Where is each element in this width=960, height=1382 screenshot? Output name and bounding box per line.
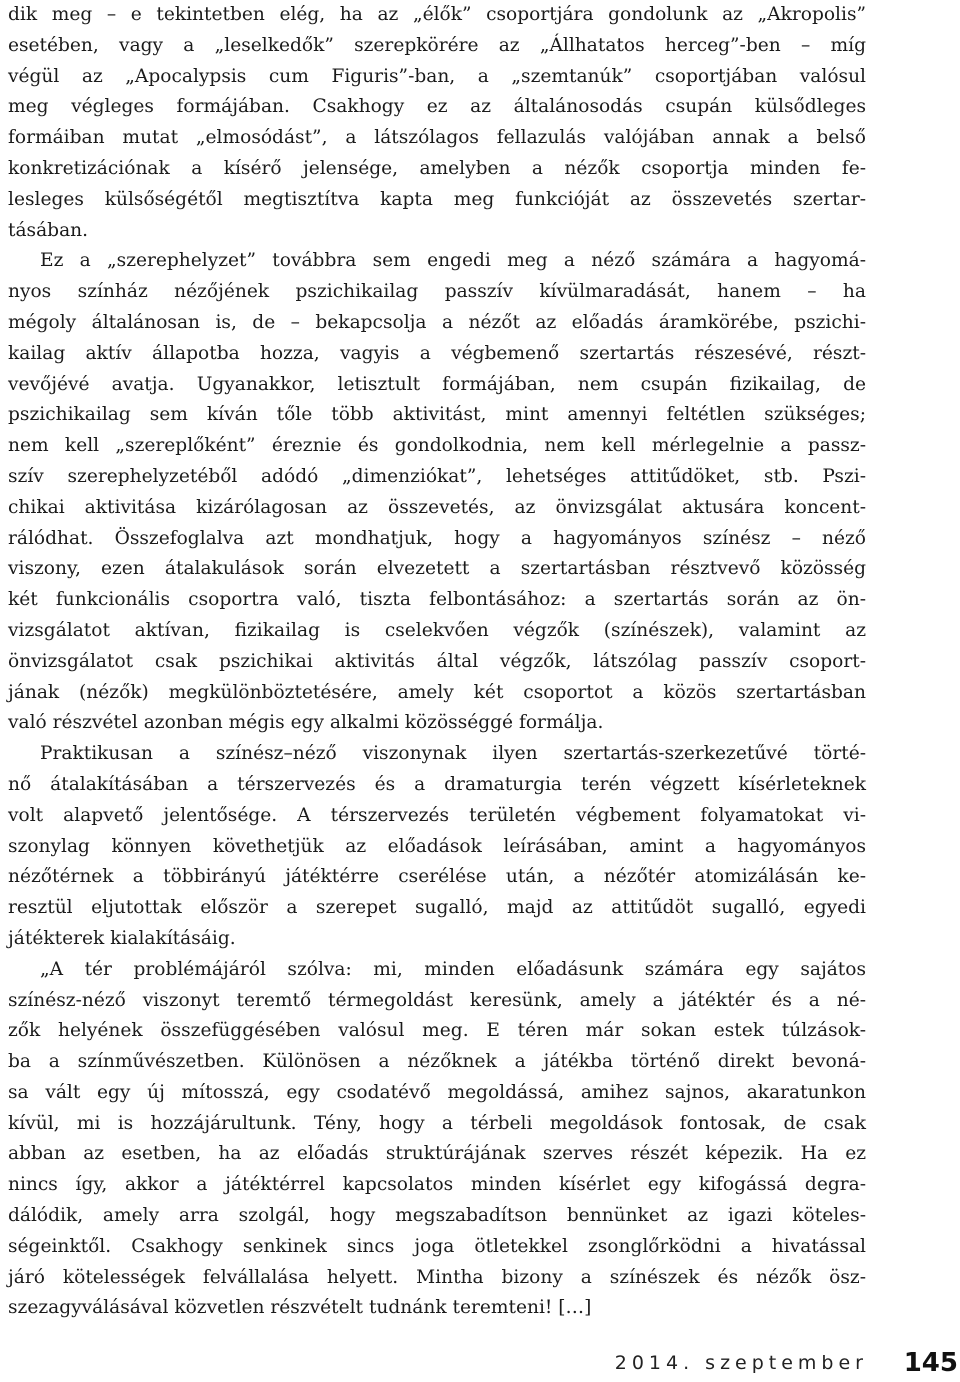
text-line: játékterek kialakításáig. [8,927,236,949]
text-line: chikai aktivitása kizárólagosan az összevetés, az önvizsgálat aktusára koncent- [8,496,866,518]
text-line: resztül eljutottak először a szerepet sugalló, majd az attitűdöt sugalló, egyedi [8,897,866,919]
text-line: nő átalakításában a térszervezés és a dramaturgia terén végzett kísérleteknek [8,773,866,795]
text-line: meg végleges formájában. Csakhogy ez az általánosodás csupán külsődleges [8,96,866,118]
text-line: nem kell „szereplőként” éreznie és gondolkodnia, nem kell mérlegelnie a passz- [8,435,866,457]
text-line: vizsgálatot aktívan, fizikailag is cselekvően végzők (színészek), valamint az [8,619,866,641]
text-line: kívül, mi is hozzájárultunk. Tény, hogy a térbeli megoldások fontosak, de csak [8,1112,866,1134]
text-line: abban az esetben, ha az előadás struktúrájának szerves részét képezik. Ha ez [8,1143,866,1165]
text-line: volt alapvető jelentősége. A térszervezés területén végbement folyamatokat vi- [8,804,866,826]
text-line: vevőjévé avatja. Ugyanakkor, letisztult formájában, nem csupán fizikailag, de [8,373,866,395]
text-line: nézőtérnek a többirányú játéktérre cserélése után, a nézőtér atomizálásán ke- [8,866,866,888]
text-line: nincs így, akkor a játéktérrel kapcsolatos minden kísérlet egy kifogássá degra- [8,1174,866,1196]
text-line: való részvétel azonban mégis egy alkalmi közösséggé formálja. [8,712,604,734]
text-line: formáiban mutat „elmosódást”, a látszólagos fellazulás valójában annak a belső [8,127,866,149]
text-line: „A tér problémájáról szólva: mi, minden előadásunk számára egy sajátos [40,958,866,980]
text-line: lesleges külsőségétől megtisztítva kapta meg funkcióját az összevetés szertar- [8,188,866,210]
text-line: zők helyének összefüggésében valósul meg. E téren már sokan estek túlzások- [8,1020,866,1042]
text-line: Ez a „szerephelyzet” továbbra sem engedi meg a néző számára a hagyomá- [40,250,866,272]
text-line: tásában. [8,219,89,241]
text-line: ségeinktől. Csakhogy senkinek sincs joga ötletekkel zsonglőrködni a hivatással [8,1235,866,1257]
text-line: sa vált egy új mítosszá, egy csodatévő megoldássá, amihez sajnos, akaratunkon [8,1081,866,1103]
page-number: 145 [903,1348,958,1378]
paragraph [8,246,866,739]
text-line: Praktikusan a színész–néző viszonynak ilyen szertartás-szerkezetűvé törté- [40,743,866,765]
text-line: konkretizációnak a kísérő jelensége, amelyben a nézők csoportja minden fe- [8,157,866,179]
text-line: két funkcionális csoportra való, tiszta felbontásához: a szertartás során az ön- [8,589,866,611]
text-line: dálódik, amely arra szolgál, hogy megszabadítson bennünket az igazi köteles- [8,1205,866,1227]
text-line: végül az „Apocalypsis cum Figuris”-ban, a „szemtanúk” csoportjában valósul [8,65,866,87]
text-line: szezagyválásával közvetlen részvételt tudnánk teremteni! […] [8,1297,592,1319]
text-line: jának (nézők) megkülönböztetésére, amely két csoportot a közös szertartásban [8,681,866,703]
footer-date: 2014. szeptember [614,1352,868,1374]
text-line: esetében, vagy a „leselkedők” szerepkörére az „Állhatatos herceg”-ben – míg [8,34,866,56]
paragraph [8,739,866,955]
text-line: mégoly általánosan is, de – bekapcsolja a nézőt az előadás áramkörébe, pszichi- [8,311,866,333]
text-line: színész-néző viszonyt teremtő térmegoldást keresünk, amely a játéktér és a né- [8,989,866,1011]
text-line: nyos színház nézőjének pszichikailag passzív kívülmaradását, hanem – ha [8,281,866,303]
text-line: járó kötelességek felvállalása helyett. Mintha bizony a színészek és nézők ösz- [8,1266,866,1288]
text-line: szonylag könnyen követhetjük az előadások leírásában, amint a hagyományos [8,835,866,857]
text-line: rálódhat. Összefoglalva azt mondhatjuk, hogy a hagyományos színész – néző [8,527,866,549]
document-page [8,0,866,1324]
paragraph [8,0,866,246]
text-line: viszony, ezen átalakulások során elvezetett a szertartásban résztvevő közösség [8,558,866,580]
text-line: szív szerephelyzetéből adódó „dimenziókat”, lehetséges attitűdöket, stb. Pszi- [8,465,866,487]
text-line: kailag aktív állapotba hozza, vagyis a végbemenő szertartás részesévé, részt- [8,342,866,364]
text-line: dik meg – e tekintetben elég, ha az „élők” csoportjára gondolunk az „Akropolis” [8,4,866,25]
paragraph [8,955,866,1325]
text-line: pszichikailag sem kíván tőle több aktivitást, mint amennyi feltétlen szükséges; [8,404,866,426]
text-line: önvizsgálatot csak pszichikai aktivitás által végzők, látszólag passzív csoport- [8,650,866,672]
text-line: ba a színművészetben. Különösen a nézőknek a játékba történő direkt bevoná- [8,1051,866,1073]
